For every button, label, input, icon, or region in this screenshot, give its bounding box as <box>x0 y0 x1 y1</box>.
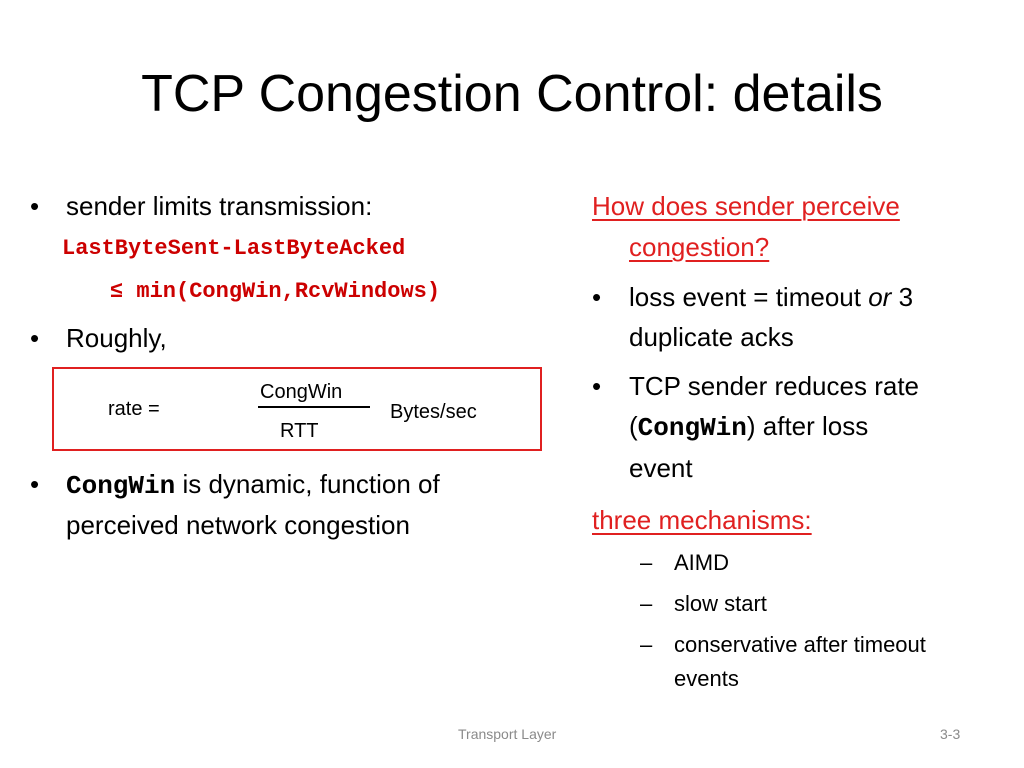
mechanism-conservative-line2: events <box>674 666 739 691</box>
dash-marker: – <box>640 550 653 575</box>
loss-event-line2: duplicate acks <box>629 322 794 352</box>
rate-numerator: CongWin <box>260 381 343 403</box>
bullet-loss-event <box>629 281 913 313</box>
slide-title: TCP Congestion Control: details <box>141 65 883 123</box>
rate-denominator: RTT <box>280 420 319 442</box>
rate-label: rate = <box>108 398 160 420</box>
mechanism-conservative: conservative after timeout <box>674 632 926 657</box>
congwin-dynamic-text: is dynamic, function of <box>182 469 440 499</box>
bullet-dot: • <box>30 191 40 221</box>
bullet-dot: • <box>592 371 602 401</box>
bullet-sender-reduces: TCP sender reduces rate <box>629 371 919 401</box>
bullet-dot: • <box>30 469 40 499</box>
paren-open: ( <box>629 411 638 441</box>
question-perceive-congestion: How does sender perceive <box>592 191 900 221</box>
mechanism-aimd: AIMD <box>674 550 729 575</box>
sender-reduces-line2 <box>629 410 868 444</box>
bullet-sender-limits: sender limits transmission: <box>66 191 373 221</box>
congwin-code: CongWin <box>66 471 176 501</box>
loss-event-count: 3 <box>898 282 914 312</box>
bullet-dot: • <box>30 323 40 353</box>
three-mechanisms-heading: three mechanisms: <box>592 505 812 535</box>
footer-transport-layer: Transport Layer <box>458 726 557 742</box>
after-loss-text: ) after loss <box>746 411 869 441</box>
loss-event-or: or <box>868 282 892 312</box>
bullet-roughly: Roughly, <box>66 323 167 353</box>
dash-marker: – <box>640 591 653 616</box>
bullet-congwin-dynamic <box>66 468 440 502</box>
rate-unit: Bytes/sec <box>390 401 477 423</box>
congwin-code: CongWin <box>637 413 747 443</box>
dash-marker: – <box>640 632 653 657</box>
footer-page-number: 3-3 <box>940 726 961 742</box>
code-lastbyte-expression: LastByteSent-LastByteAcked <box>62 236 406 261</box>
question-perceive-congestion-line2: congestion? <box>629 232 770 262</box>
code-min-expression: ≤ min(CongWin,RcvWindows) <box>110 279 441 304</box>
sender-reduces-line3: event <box>629 453 693 483</box>
loss-event-text: loss event = timeout <box>629 282 861 312</box>
fraction-bar <box>258 406 370 408</box>
congwin-dynamic-text-line2: perceived network congestion <box>66 510 410 540</box>
bullet-dot: • <box>592 282 602 312</box>
mechanism-slow-start: slow start <box>674 591 767 616</box>
